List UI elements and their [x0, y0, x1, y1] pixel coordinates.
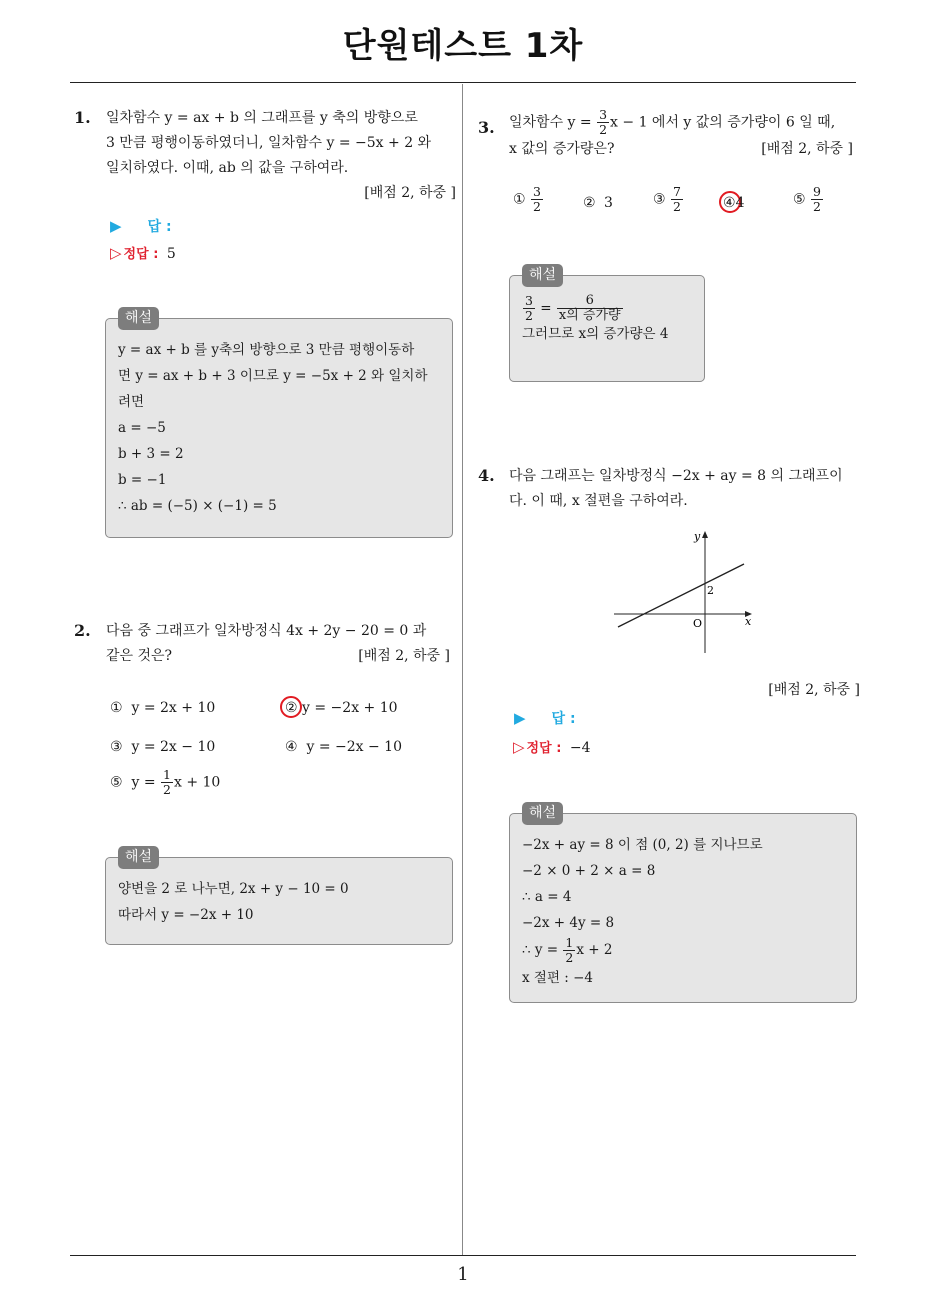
outline-play-icon: ▷ [110, 244, 122, 262]
play-icon: ▶ [514, 709, 526, 727]
choice-mark: ③ [653, 191, 666, 208]
choice-mark: ⑤ [793, 191, 806, 208]
question-4-number: 4. [478, 466, 495, 485]
solution-line: b + 3 = 2 [118, 446, 184, 462]
x-axis-label: x [745, 615, 752, 628]
question-3-number: 3. [478, 118, 495, 137]
choice-text: y = 2x + 10 [131, 700, 216, 716]
correct-value: 5 [166, 246, 176, 262]
solution-tag: 해설 [522, 264, 563, 287]
choice-5[interactable] [110, 768, 220, 797]
outline-play-icon: ▷ [513, 738, 525, 756]
fraction: $\frac{9}{2}$ [813, 184, 821, 214]
question-3-solution: 해설 $\frac{3}{2}$ = $\frac{6}{\text{x의 증가량}}$ 그러므로 x의 증가량은 4 [509, 275, 705, 382]
question-1-line: 일치하였다. 이때, ab 의 값을 구하여라. [106, 160, 349, 176]
choice-text: y = [131, 774, 156, 791]
choice-mark: ④ [285, 739, 298, 755]
choice-mark: ④ [723, 195, 736, 211]
question-2-meta: [배점 2, 하중 ] [358, 648, 450, 664]
question-3-text [509, 108, 859, 162]
choice-text: 4 [735, 195, 745, 211]
choice-text: y = −2x − 10 [306, 739, 402, 755]
choice-mark: ③ [110, 739, 123, 755]
choice-3[interactable] [653, 185, 684, 214]
question-1-correct [110, 241, 176, 267]
solution-line: 양변을 2 로 나누면, 2x + y − 10 = 0 [118, 881, 349, 897]
y-intercept-label: 2 [707, 584, 714, 597]
choice-text: x + 10 [173, 774, 221, 791]
question-1-meta: [배점 2, 하중 ] [364, 185, 456, 201]
solution-line: 그러므로 x의 증가량은 4 [522, 326, 669, 342]
graph-line [618, 564, 744, 627]
question-1-answer [110, 214, 172, 239]
solution-line: b = −1 [118, 472, 167, 488]
solution-text-part: ∴ y = [522, 942, 559, 958]
question-4-correct [513, 735, 590, 761]
choice-text: y = −2x + 10 [302, 700, 398, 716]
choice-text: 3 [604, 195, 613, 211]
origin-label: O [693, 617, 703, 630]
choice-2[interactable] [285, 700, 398, 716]
fraction: $\frac{7}{2}$ [673, 184, 681, 214]
y-axis-label: y [694, 530, 701, 543]
choice-3[interactable] [110, 739, 215, 755]
choice-mark: ② [285, 700, 298, 716]
question-2-line: 같은 것은? [106, 648, 173, 664]
question-2-number: 2. [74, 621, 91, 640]
answer-label: 답 : [551, 711, 576, 727]
solution-line: 려면 [118, 394, 145, 410]
question-2-solution [105, 849, 453, 945]
question-3-meta: [배점 2, 하중 ] [761, 141, 853, 157]
question-4-graph [612, 526, 758, 656]
solution-line: 면 y = ax + b + 3 이므로 y = −5x + 2 와 일치하 [118, 368, 428, 384]
question-4-line: 다음 그래프는 일차방정식 −2x + ay = 8 의 그래프이 [509, 468, 843, 484]
fraction: $\frac{3}{2}$ [525, 293, 533, 323]
question-3-text-part: 일차함수 y = [509, 114, 592, 131]
answer-label: 답 : [147, 219, 172, 235]
choice-mark: ② [583, 195, 596, 211]
question-1-text [106, 106, 456, 206]
question-1-number: 1. [74, 108, 91, 127]
question-4-line: 다. 이 때, x 절편을 구하여라. [509, 493, 688, 509]
choice-4[interactable] [723, 195, 744, 211]
solution-line: −2 × 0 + 2 × a = 8 [522, 863, 656, 879]
choice-mark: ① [513, 191, 526, 208]
page-title: 단원테스트 1차 [342, 26, 584, 66]
correct-label: 정답 : [123, 247, 159, 262]
solution-line: ∴ ab = (−5) × (−1) = 5 [118, 498, 277, 514]
choice-text: y = 2x − 10 [131, 739, 216, 755]
correct-label: 정답 : [526, 741, 562, 756]
solution-tag: 해설 [118, 307, 159, 330]
question-4-text [509, 464, 859, 514]
header-rule [70, 82, 856, 83]
choice-mark: ① [110, 700, 123, 716]
fraction: $\frac{3}{2}$ [599, 107, 608, 137]
choice-4[interactable] [285, 739, 402, 755]
fraction: $\frac{3}{2}$ [533, 184, 541, 214]
question-3-text-part: x − 1 에서 y 값의 증가량이 6 일 때, [610, 114, 836, 131]
question-4-solution [509, 805, 857, 1003]
choice-1[interactable] [110, 700, 215, 716]
solution-line: y = ax + b 를 y축의 방향으로 3 만큼 평행이동하 [118, 342, 415, 358]
solution-line: ∴ a = 4 [522, 889, 572, 905]
choice-5[interactable] [793, 185, 824, 214]
question-4-answer [514, 706, 576, 731]
solution-line: x 절편 : −4 [522, 970, 594, 986]
solution-line: a = −5 [118, 420, 166, 436]
y-axis-arrow-icon [702, 531, 708, 538]
fraction: $\frac{6}{\text{x의 증가량}}$ [558, 293, 621, 323]
solution-tag: 해설 [522, 802, 563, 825]
question-2-line: 다음 중 그래프가 일차방정식 4x + 2y − 20 = 0 과 [106, 623, 427, 639]
fraction: $\frac{1}{2}$ [565, 935, 574, 965]
solution-tag: 해설 [118, 846, 159, 869]
choice-2[interactable] [583, 195, 613, 211]
solution-line: −2x + 4y = 8 [522, 915, 615, 931]
solution-line: 따라서 y = −2x + 10 [118, 907, 254, 923]
question-3-line: x 값의 증가량은? [509, 141, 615, 157]
question-1-line: 3 만큼 평행이동하였더니, 일차함수 y = −5x + 2 와 [106, 135, 432, 151]
column-divider [462, 84, 463, 1256]
question-1-solution [105, 310, 453, 538]
question-2-text [106, 619, 456, 669]
correct-value: −4 [569, 740, 591, 756]
fraction: $\frac{1}{2}$ [163, 767, 171, 797]
choice-1[interactable] [513, 185, 544, 214]
question-4-meta: [배점 2, 하중 ] [768, 682, 860, 698]
question-1-line: 일차함수 y = ax + b 의 그래프를 y 축의 방향으로 [106, 110, 418, 126]
page-number: 1 [457, 1264, 469, 1285]
footer-rule [70, 1255, 856, 1256]
choice-mark: ⑤ [110, 774, 123, 791]
play-icon: ▶ [110, 217, 122, 235]
solution-line: −2x + ay = 8 이 점 (0, 2) 를 지나므로 [522, 837, 763, 853]
solution-text-part: x + 2 [576, 942, 613, 958]
